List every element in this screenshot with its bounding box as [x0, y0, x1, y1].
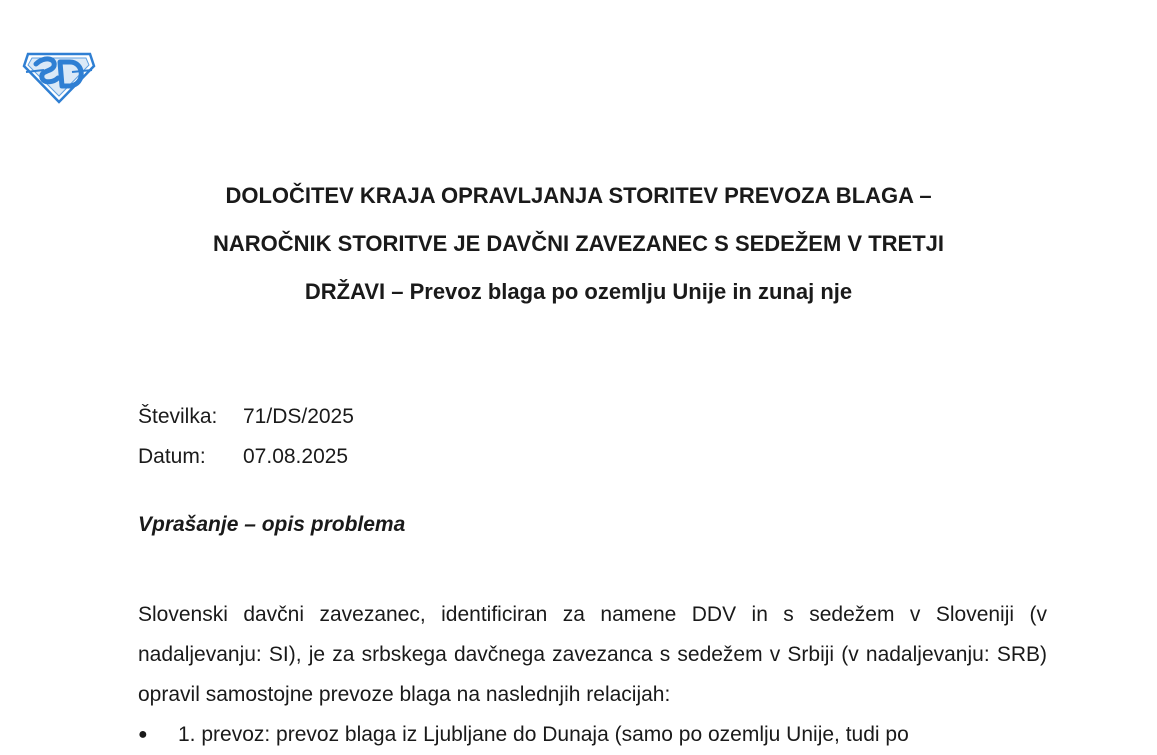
section-heading: Vprašanje – opis problema: [138, 513, 406, 536]
number-row: [138, 397, 354, 437]
transport-list: [138, 715, 1047, 755]
bullet-icon: ●: [138, 726, 148, 743]
date-row: [138, 437, 354, 477]
list-item-text: 1. prevoz: prevoz blaga iz Ljubljane do Dunaja (samo po ozemlju Unije, tudi po: [178, 723, 909, 746]
date-value: 07.08.2025: [243, 445, 349, 468]
tax-authority-logo: [22, 48, 96, 104]
document-title: [120, 172, 1037, 316]
title-line-1: DOLOČITEV KRAJA OPRAVLJANJA STORITEV PREVOZA BLAGA –: [225, 183, 932, 208]
list-item: [138, 715, 1047, 755]
title-line-3: DRŽAVI – Prevoz blaga po ozemlju Unije in zunaj nje: [304, 279, 853, 304]
body-paragraph: Slovenski davčni zavezanec, identificiran za namene DDV in s sedežem v Sloveniji (v nadaljevanju: SI), je za srbskega davčnega zavezanca s sedežem v Srbiji (v nadaljevanju: SRB) opravil samostojne prevoze blaga na naslednjih relacijah:: [138, 603, 1047, 706]
number-label: Številka:: [138, 405, 218, 428]
number-value: 71/DS/2025: [243, 405, 354, 428]
document-meta: [138, 397, 354, 477]
date-label: Datum:: [138, 445, 206, 468]
title-line-2: NAROČNIK STORITVE JE DAVČNI ZAVEZANEC S SEDEŽEM V TRETJI: [213, 231, 944, 256]
